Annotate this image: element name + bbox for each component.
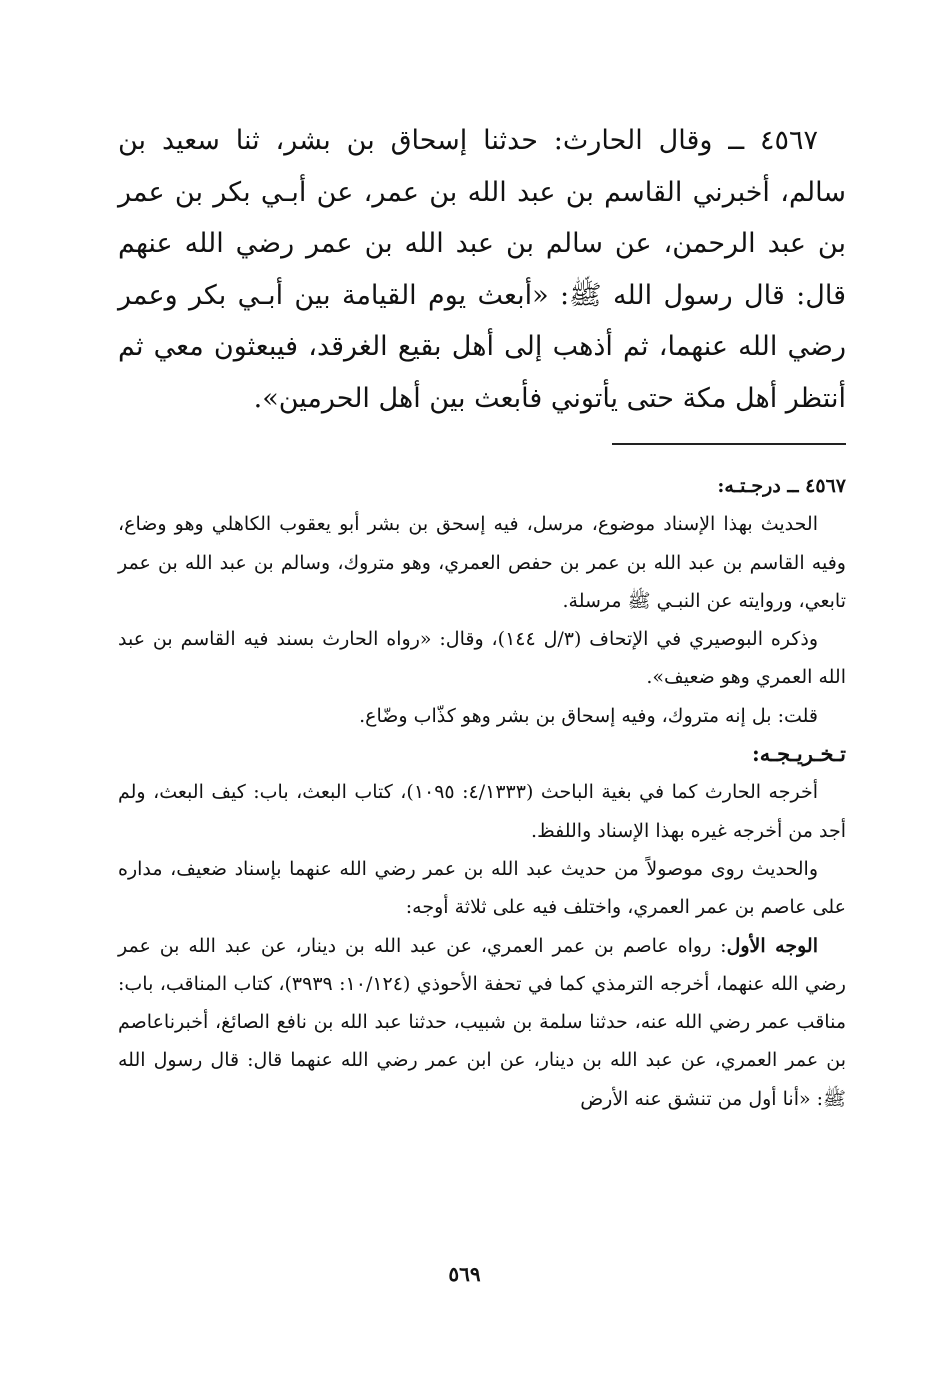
takhrij-heading: تـخـريـجـه: bbox=[751, 741, 846, 767]
commentary-section bbox=[118, 467, 846, 1118]
grade-paragraph: الحديث بهذا الإسناد موضوع، مرسل، فيه إسحق بن بشر أبو يعقوب الكاهلي وهو وضاع، وفيه القاسم بن عبد الله بن عمر بن حفص العمري، وهو متروك، وسالم بن عبد الله بن عمر تابعي، وروايته عن النبـي ﷺ مرسلة. bbox=[118, 513, 846, 612]
main-hadith-section bbox=[118, 115, 846, 424]
first-aspect-paragraph bbox=[118, 927, 846, 1118]
page-number: ٥٦٩ bbox=[448, 1262, 481, 1286]
busiri-paragraph: وذكره البوصيري في الإتحاف (٣/ل ١٤٤)، وقال: «رواه الحارث بسند فيه القاسم بن عبد الله العمري وهو ضعيف». bbox=[118, 628, 846, 689]
first-aspect-label: الوجه الأول bbox=[726, 934, 818, 957]
takhrij-paragraph: أخرجه الحارث كما في بغية الباحث (٤/١٣٣٣: ١٠٩٥)، كتاب البعث، باب: كيف البعث، ولم أجد من أخرجه غيره بهذا الإسناد واللفظ. bbox=[118, 781, 846, 842]
hadith-text: ٤٥٦٧ ــ وقال الحارث: حدثنا إسحاق بن بشر، ثنا سعيد بن سالم، أخبرني القاسم بن عبد الله بن عمر، عن أبـي بكر بن عمر بن عبد الرحمن، عن سالم بن عبد الله بن عمر رضي الله عنهم قال: قال رسول الله ﷺ: «أبعث يوم القيامة بين أبـي بكر وعمر رضي الله عنهما، ثم أذهب إلى أهل بقيع الغرقد، فيبعثون معي ثم أنتظر أهل مكة حتى يأتوني فأبعث بين أهل الحرمين». bbox=[118, 125, 846, 414]
author-remark: قلت: بل إنه متروك، وفيه إسحاق بن بشر وهو كذّاب وضّاع. bbox=[359, 704, 818, 727]
mawsul-paragraph: والحديث روى موصولاً من حديث عبد الله بن عمر رضي الله عنهما بإسناد ضعيف، مداره على عاصم بن عمر العمري، واختلف فيه على ثلاثة أوجه: bbox=[118, 857, 846, 919]
footnote-separator bbox=[612, 443, 846, 445]
grade-heading: ٤٥٦٧ ــ درجـتـه: bbox=[717, 475, 846, 497]
first-aspect-text: : رواه عاصم بن عمر العمري، عن عبد الله بن دينار، عن عبد الله بن عمر رضي الله عنهما، أخرجه الترمذي كما في تحفة الأحوذي (١٠/١٢٤: ٣٩٣٩)، كتاب المناقب، باب: مناقب عمر رضي الله عنه، حدثنا سلمة بن شبيب، حدثنا عبد الله بن نافع الصائغ، أخبرناعاصم بن عمر العمري، عن عبد الله بن دينار، عن ابن عمر رضي الله عنهما قال: قال رسول الله ﷺ: «أنا أول من تنشق عنه الأرض bbox=[118, 934, 846, 1110]
